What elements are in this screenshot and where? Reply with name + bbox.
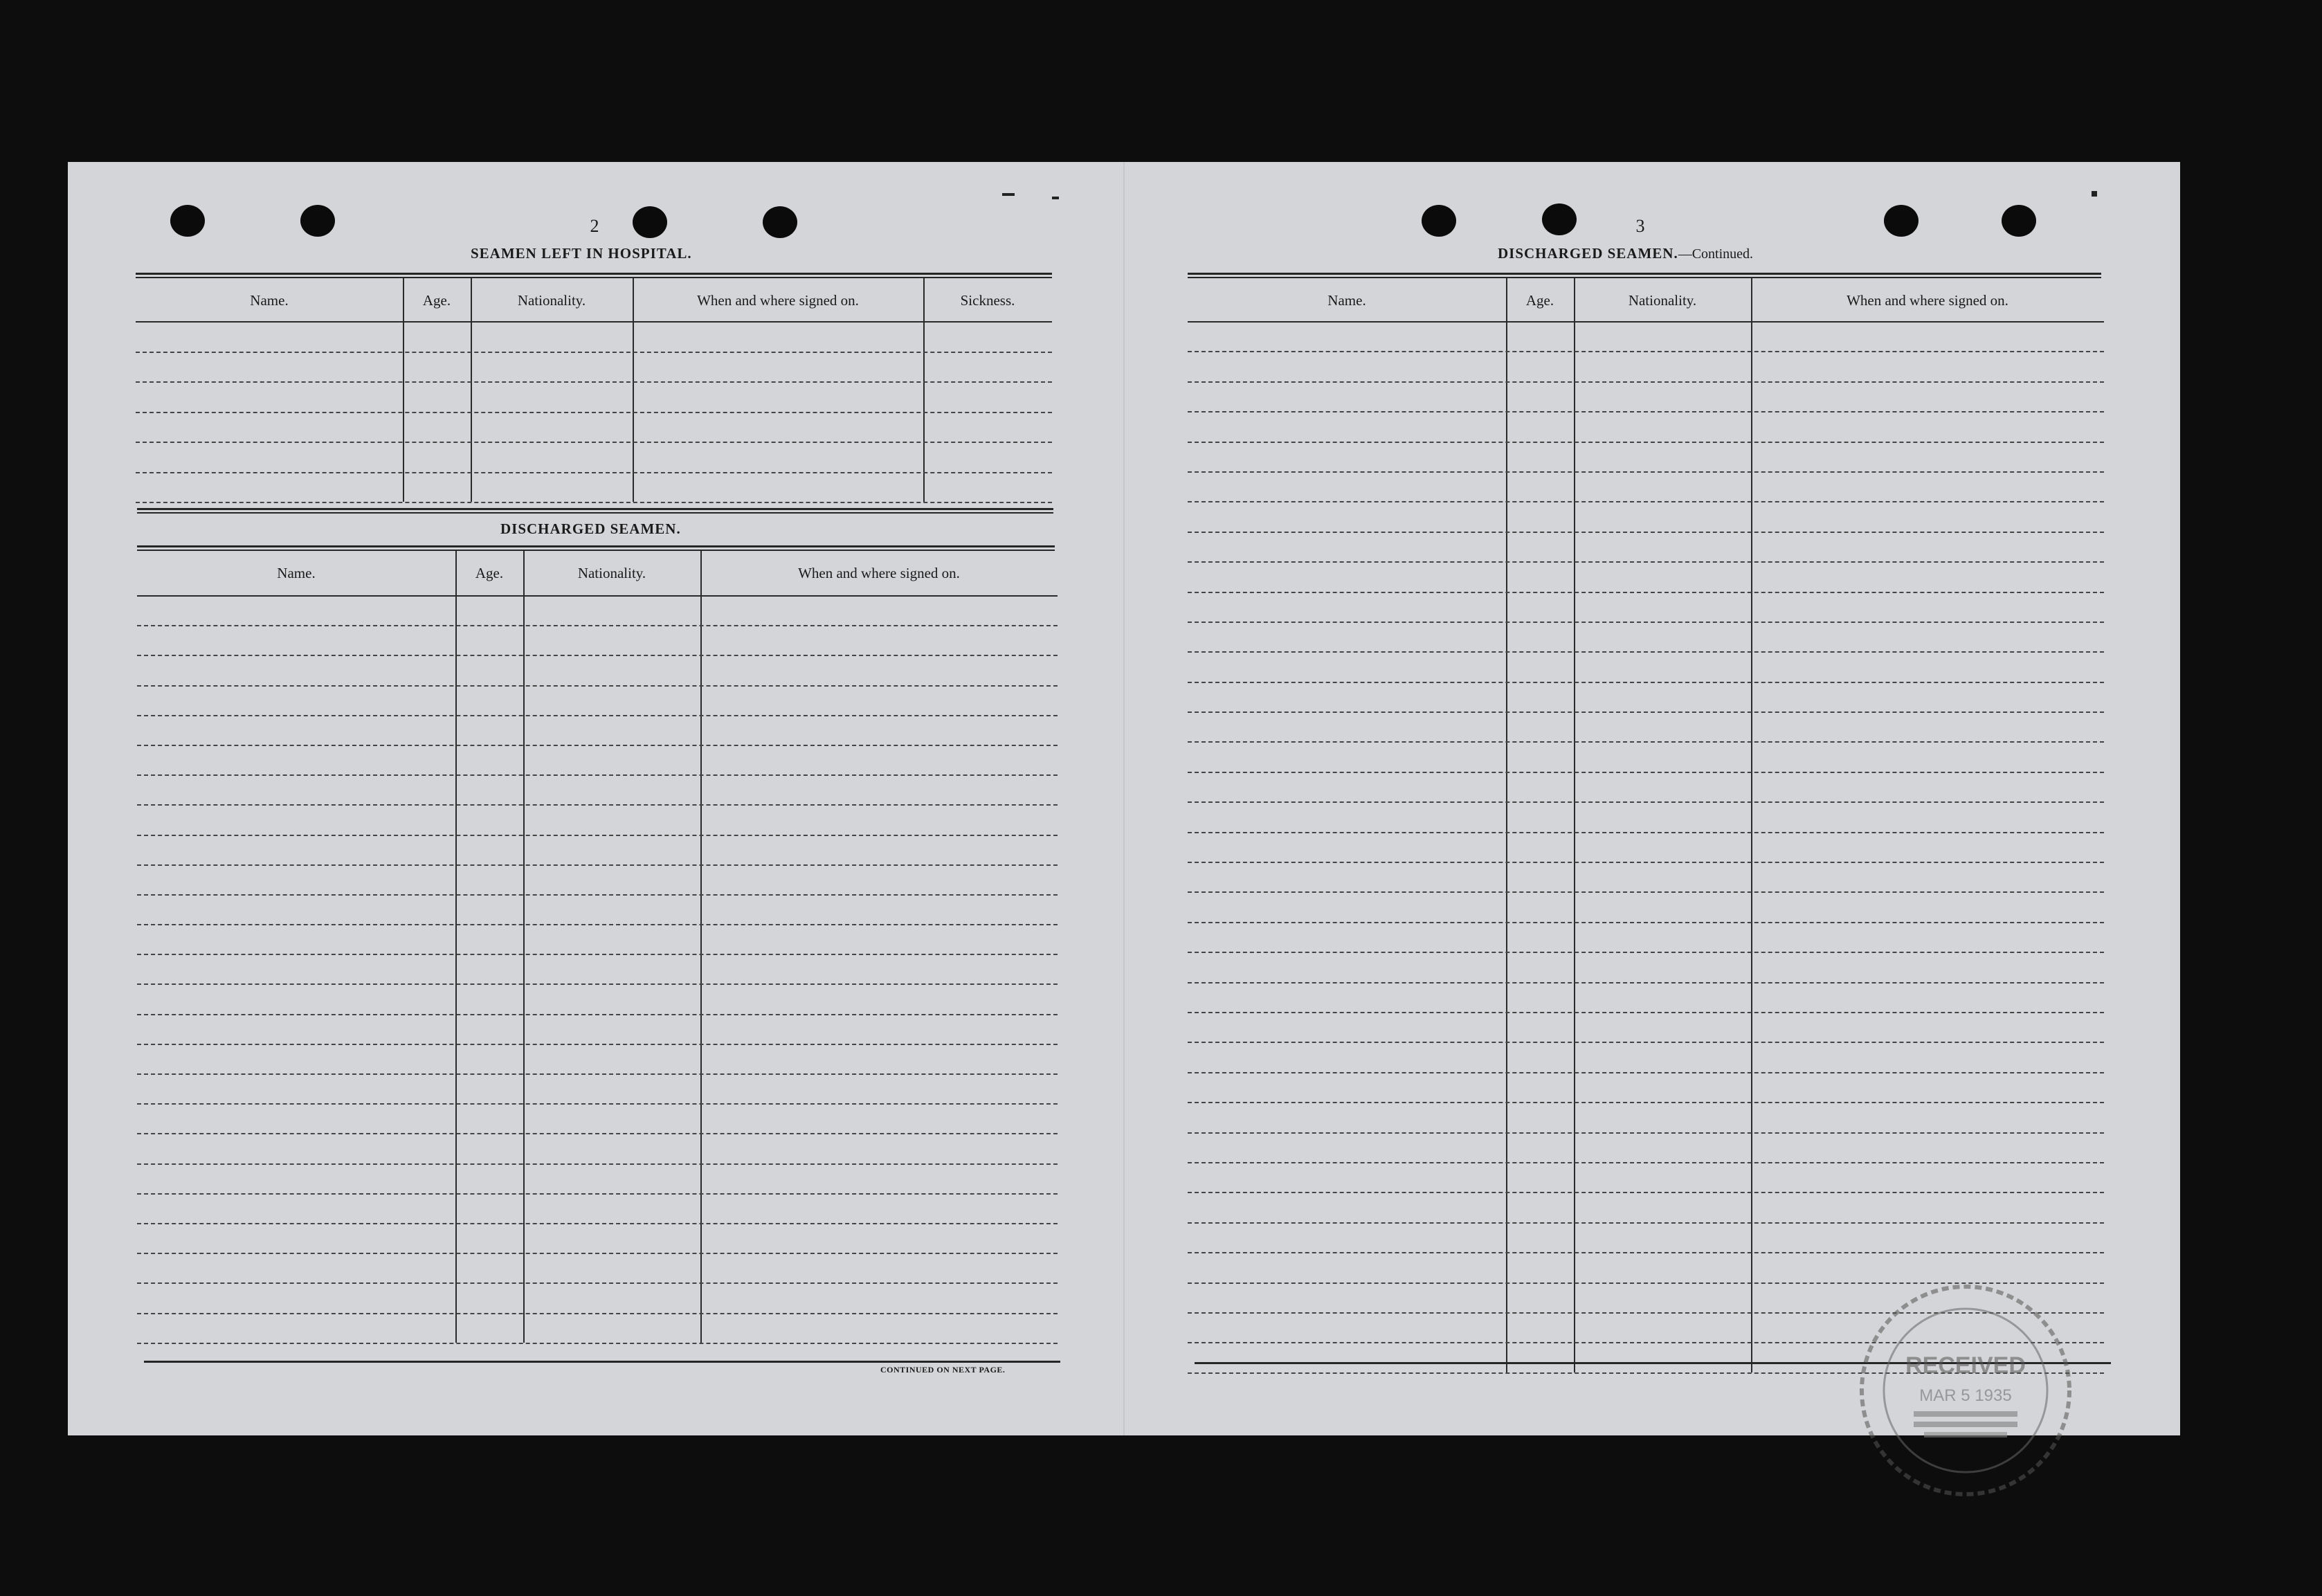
table-row[interactable] <box>137 716 1058 746</box>
column-header: Name. <box>250 292 289 309</box>
discharged-table <box>137 551 1058 1343</box>
film-speck <box>1052 197 1059 199</box>
table-row[interactable] <box>1188 923 2104 953</box>
column-header: Age. <box>475 565 504 581</box>
punch-hole <box>1422 205 1456 237</box>
table-row[interactable] <box>1188 443 2104 473</box>
punch-hole <box>170 205 205 237</box>
punch-hole <box>2002 205 2036 237</box>
column-header: Sickness. <box>960 292 1015 309</box>
table-row[interactable] <box>1188 863 2104 893</box>
table-row[interactable] <box>1188 683 2104 713</box>
column-header: When and where signed on. <box>1847 292 2008 309</box>
table-row[interactable] <box>1188 953 2104 983</box>
column-header: Name. <box>277 565 316 581</box>
table-row[interactable] <box>137 806 1058 835</box>
stamp-date-text: MAR 5 1935 <box>1919 1386 2012 1405</box>
table-row[interactable] <box>1188 833 2104 863</box>
table-header <box>136 278 1052 321</box>
table-row[interactable] <box>136 413 1052 444</box>
discharged-continued-table <box>1188 278 2104 1372</box>
table-row[interactable] <box>1188 533 2104 563</box>
table-row[interactable] <box>137 1195 1058 1224</box>
table-row[interactable] <box>1188 383 2104 412</box>
hospital-bottom-rule <box>137 508 1053 514</box>
table-row[interactable] <box>137 1314 1058 1344</box>
discharged-top-rule <box>137 545 1055 551</box>
right-title-main: DISCHARGED SEAMEN. <box>1498 245 1678 262</box>
column-header: When and where signed on. <box>798 565 960 581</box>
table-row[interactable] <box>137 1165 1058 1195</box>
table-row[interactable] <box>137 955 1058 985</box>
table-row[interactable] <box>136 383 1052 413</box>
table-body <box>136 323 1052 503</box>
column-header: Age. <box>422 292 451 309</box>
table-row[interactable] <box>1188 412 2104 442</box>
column-header: When and where signed on. <box>697 292 859 309</box>
page-number-left: 2 <box>590 216 599 236</box>
received-stamp <box>1848 1276 2083 1505</box>
hospital-section-title: SEAMEN LEFT IN HOSPITAL. <box>471 245 692 262</box>
punch-hole <box>633 206 667 238</box>
table-row[interactable] <box>1188 1013 2104 1043</box>
hospital-table <box>136 278 1052 502</box>
punch-hole <box>1884 205 1919 237</box>
table-row[interactable] <box>1188 593 2104 623</box>
table-row[interactable] <box>137 896 1058 925</box>
table-row[interactable] <box>137 1015 1058 1045</box>
table-row[interactable] <box>137 656 1058 686</box>
column-header: Nationality. <box>517 292 586 309</box>
page-number-right: 3 <box>1635 216 1645 236</box>
table-row[interactable] <box>1188 653 2104 682</box>
table-row[interactable] <box>1188 773 2104 803</box>
table-row[interactable] <box>137 985 1058 1015</box>
table-row[interactable] <box>136 353 1052 383</box>
table-row[interactable] <box>137 1224 1058 1254</box>
table-header <box>1188 278 2104 321</box>
punch-hole <box>763 206 797 238</box>
table-row[interactable] <box>136 323 1052 353</box>
table-row[interactable] <box>1188 352 2104 382</box>
discharged-section-title: DISCHARGED SEAMEN. <box>500 520 681 537</box>
table-row[interactable] <box>137 626 1058 656</box>
table-row[interactable] <box>1188 1134 2104 1163</box>
table-body <box>137 597 1058 1344</box>
column-header: Nationality. <box>1628 292 1697 309</box>
table-row[interactable] <box>137 687 1058 716</box>
punch-hole <box>1542 203 1577 235</box>
table-row[interactable] <box>137 925 1058 955</box>
table-row[interactable] <box>1188 1163 2104 1193</box>
table-row[interactable] <box>1188 502 2104 532</box>
table-row[interactable] <box>137 836 1058 866</box>
table-row[interactable] <box>1188 983 2104 1013</box>
table-row[interactable] <box>1188 473 2104 502</box>
table-row[interactable] <box>137 1105 1058 1134</box>
column-header: Nationality. <box>577 565 646 581</box>
table-row[interactable] <box>137 1254 1058 1284</box>
table-header <box>137 551 1058 595</box>
table-row[interactable] <box>1188 1073 2104 1103</box>
table-row[interactable] <box>1188 1193 2104 1223</box>
table-row[interactable] <box>1188 713 2104 743</box>
table-row[interactable] <box>137 776 1058 806</box>
table-row[interactable] <box>137 1045 1058 1075</box>
table-row[interactable] <box>137 597 1058 626</box>
form-sheet <box>68 162 2180 1435</box>
right-section-title <box>1498 245 1753 262</box>
column-header: Age. <box>1525 292 1554 309</box>
hospital-top-rule <box>136 273 1052 278</box>
column-header: Name. <box>1327 292 1366 309</box>
punch-hole <box>300 205 335 237</box>
table-row[interactable] <box>137 1075 1058 1105</box>
table-row[interactable] <box>1188 323 2104 352</box>
table-row[interactable] <box>137 1284 1058 1314</box>
continued-note: CONTINUED ON NEXT PAGE. <box>880 1365 1006 1375</box>
right-title-suffix: —Continued. <box>1678 246 1754 262</box>
table-row[interactable] <box>1188 803 2104 833</box>
film-speck <box>1002 193 1015 196</box>
discharged-bottom-rule <box>144 1361 1060 1363</box>
film-speck <box>2092 191 2097 197</box>
right-top-rule <box>1188 273 2101 278</box>
table-row[interactable] <box>1188 563 2104 592</box>
table-row[interactable] <box>136 473 1052 504</box>
table-row[interactable] <box>137 746 1058 776</box>
table-row[interactable] <box>137 866 1058 896</box>
table-row[interactable] <box>1188 1043 2104 1073</box>
stamp-received-text: RECEIVED <box>1905 1352 2026 1379</box>
table-row[interactable] <box>137 1134 1058 1164</box>
table-row[interactable] <box>1188 623 2104 653</box>
table-body <box>1188 323 2104 1374</box>
table-row[interactable] <box>1188 893 2104 923</box>
page-fold <box>1123 162 1125 1435</box>
table-row[interactable] <box>136 443 1052 473</box>
table-row[interactable] <box>1188 1224 2104 1253</box>
table-row[interactable] <box>1188 1103 2104 1133</box>
table-row[interactable] <box>1188 743 2104 772</box>
